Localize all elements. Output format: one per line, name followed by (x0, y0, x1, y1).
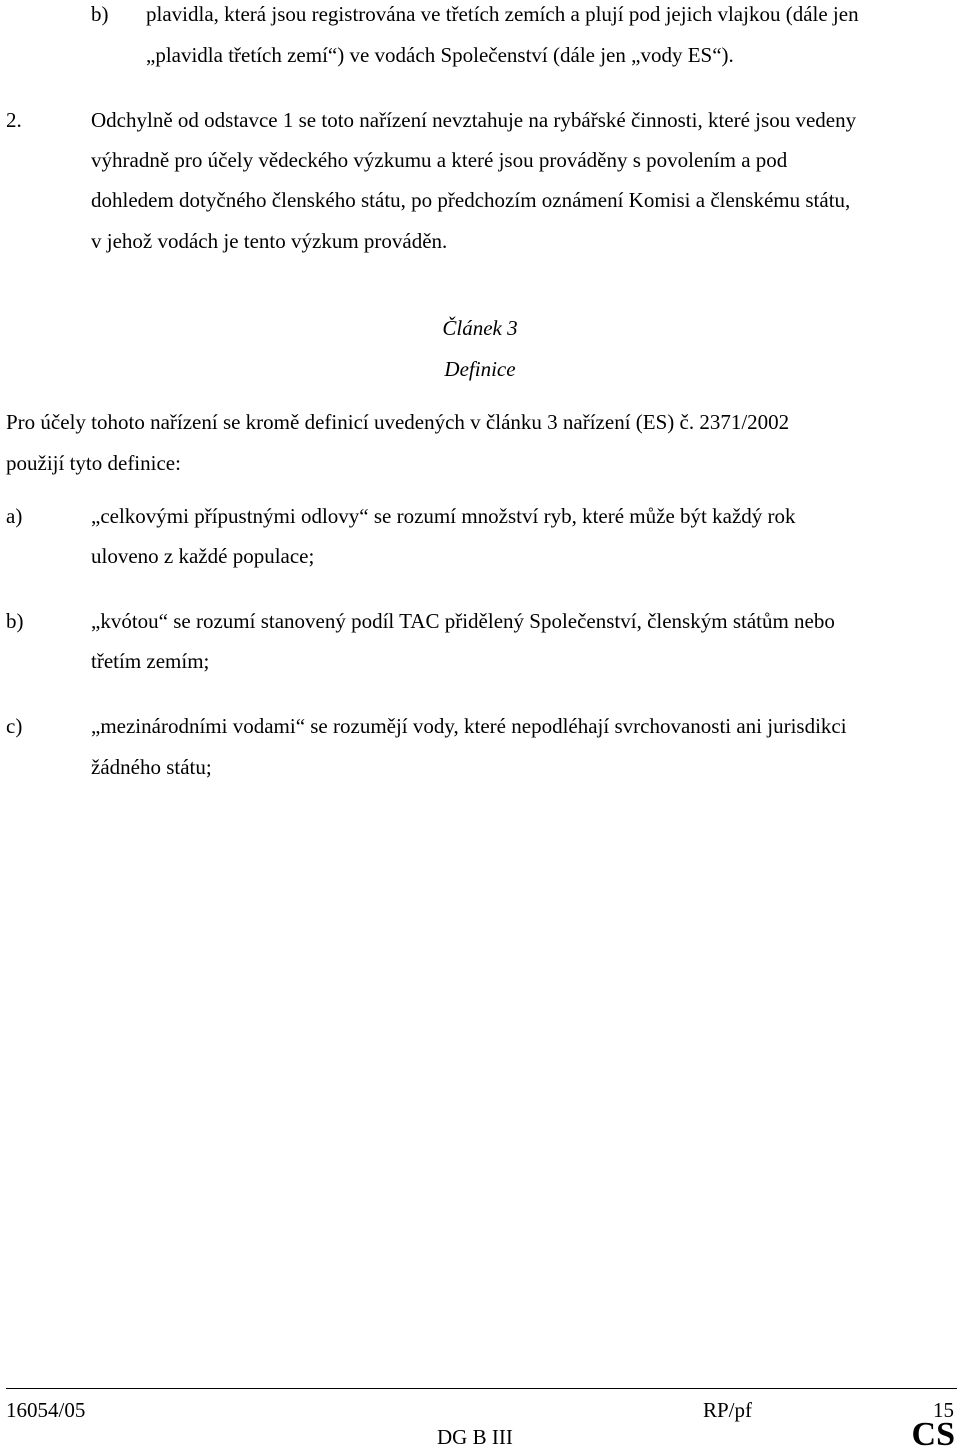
paragraph-2-line-4: v jehož vodách je tento výzkum prováděn. (91, 229, 448, 253)
article-title: Definice (444, 357, 516, 381)
intro-line-2: použijí tyto definice: (6, 451, 181, 475)
footer-page-number: 15 (933, 1398, 954, 1422)
definition-a-label: a) (6, 504, 23, 528)
paragraph-2-label: 2. (6, 108, 22, 132)
footer-initials: RP/pf (703, 1398, 753, 1422)
definition-a-line-1: „celkovými přípustnými odlovy“ se rozumí množství ryb, které může být každý rok (91, 504, 796, 528)
article-number: Článek 3 (442, 316, 518, 340)
definition-b-line-1: „kvótou“ se rozumí stanovený podíl TAC přidělený Společenství, členským státům nebo (91, 609, 835, 633)
paragraph-2-line-3: dohledem dotyčného členského státu, po předchozím oznámení Komisi a členskému státu, (91, 188, 851, 212)
definition-c-label: c) (6, 714, 23, 738)
item-b-label: b) (91, 2, 109, 26)
definition-a-line-2: uloveno z každé populace; (91, 544, 315, 568)
item-b-text-line-2: „plavidla třetích zemí“) ve vodách Společenství (dále jen „vody ES“). (146, 43, 734, 67)
item-b-text-line-1: plavidla, která jsou registrována ve třetích zemích a plují pod jejich vlajkou (dále jen (146, 2, 859, 26)
intro-line-1: Pro účely tohoto nařízení se kromě definicí uvedených v článku 3 nařízení (ES) č. 2371/2002 (6, 410, 790, 434)
paragraph-2-line-2: výhradně pro účely vědeckého výzkumu a které jsou prováděny s povolením a pod (91, 148, 788, 172)
paragraph-2-line-1: Odchylně od odstavce 1 se toto nařízení nevztahuje na rybářské činnosti, které jsou vedeny (91, 108, 857, 132)
footer-language-code: CS (911, 1416, 955, 1453)
definition-c-line-2: žádného státu; (91, 755, 212, 779)
footer-doc-number: 16054/05 (6, 1398, 86, 1422)
definition-b-label: b) (6, 609, 24, 633)
footer-rule (6, 1388, 957, 1389)
definition-c-line-1: „mezinárodními vodami“ se rozumějí vody, které nepodléhají svrchovanosti ani jurisdikci (91, 714, 847, 738)
definition-b-line-2: třetím zemím; (91, 649, 210, 673)
footer-department: DG B III (437, 1425, 513, 1449)
